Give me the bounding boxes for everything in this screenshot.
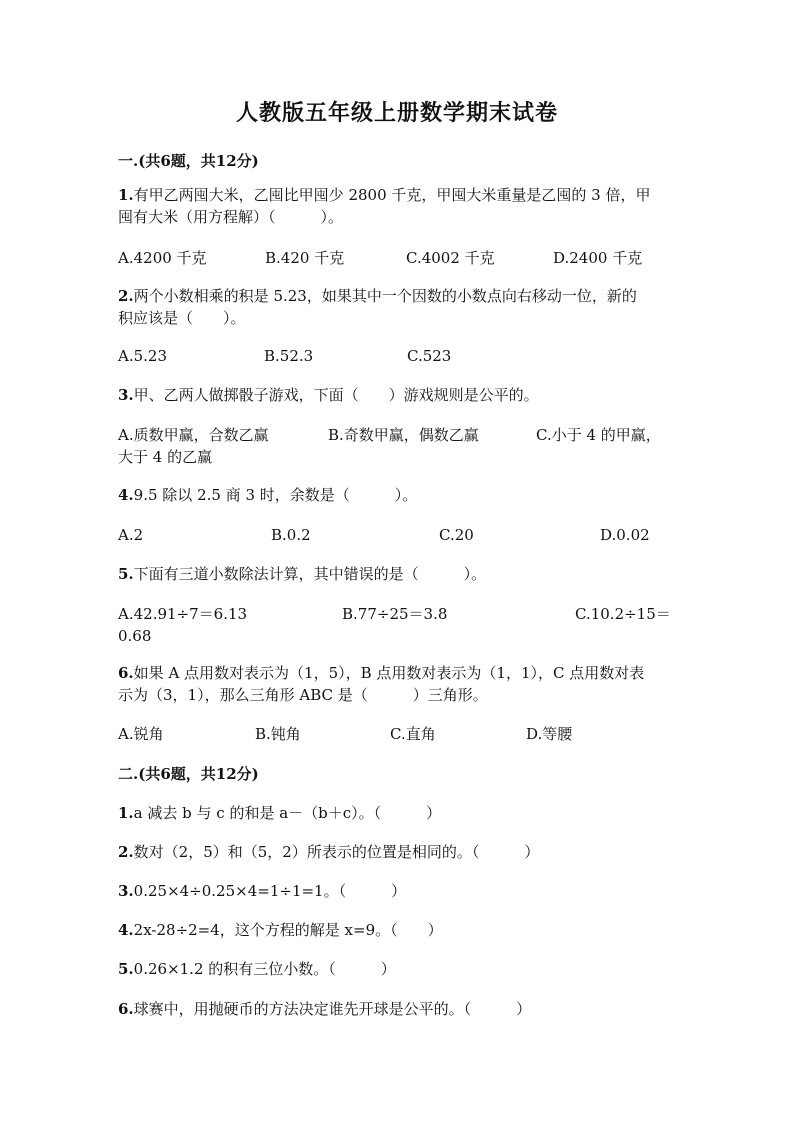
option-c: C.20	[439, 526, 474, 544]
option-a: A.锐角	[118, 725, 164, 743]
option-c: C.4002 千克	[406, 249, 495, 267]
true-false-item	[118, 919, 678, 941]
question-text: 球赛中，用抛硬币的方法决定谁先开球是公平的。（ ）	[133, 1000, 532, 1018]
option-a: A.42.91÷7＝6.13	[118, 605, 248, 623]
option-a: A.4200 千克	[118, 249, 207, 267]
option-a: A.2	[118, 526, 144, 544]
question-4	[118, 484, 678, 506]
option-c: C.523	[407, 347, 452, 365]
question-text-line2: 积应该是（ ）。	[118, 309, 246, 327]
option-a: A.5.23	[118, 347, 167, 365]
question-text: 2x-28÷2=4，这个方程的解是 x=9。（ ）	[133, 921, 443, 939]
question-text: 0.25×4÷0.25×4=1÷1=1。（ ）	[133, 882, 407, 900]
option-a: A.质数甲赢，合数乙赢	[118, 426, 269, 444]
section-2-heading: 二.(共6题，共12分)	[118, 765, 259, 783]
question-2	[118, 285, 678, 329]
question-number: 1.	[118, 186, 134, 204]
question-text-line1: 9.5 除以 2.5 商 3 时，余数是（ ）。	[133, 486, 418, 504]
question-number: 3.	[118, 882, 134, 900]
true-false-item	[118, 841, 678, 863]
option-d: D.0.02	[600, 526, 650, 544]
true-false-item	[118, 998, 678, 1020]
question-text-line2: 示为（3，1），那么三角形 ABC 是（ ）三角形。	[118, 686, 488, 704]
option-b: B.52.3	[264, 347, 314, 365]
question-text-line2: 囤有大米（用方程解）（ ）。	[118, 208, 344, 226]
question-text-line1: 如果 A 点用数对表示为（1，5），B 点用数对表示为（1，1），C 点用数对表	[133, 664, 645, 682]
option-b: B.77÷25＝3.8	[342, 605, 448, 623]
question-number: 5.	[118, 565, 134, 583]
question-5	[118, 563, 678, 585]
question-number: 5.	[118, 960, 134, 978]
question-text-line1: 两个小数相乘的积是 5.23，如果其中一个因数的小数点向右移动一位，新的	[133, 287, 637, 305]
option-d: D.2400 千克	[553, 249, 643, 267]
option-b: B.奇数甲赢，偶数乙赢	[328, 426, 479, 444]
question-number: 4.	[118, 921, 134, 939]
question-6	[118, 662, 678, 706]
option-b: B.钝角	[255, 725, 301, 743]
page-title: 人教版五年级上册数学期末试卷	[235, 100, 558, 126]
question-number: 4.	[118, 486, 134, 504]
question-text: a 减去 b 与 c 的和是 a－（b＋c）。（ ）	[133, 804, 442, 822]
question-number: 2.	[118, 843, 134, 861]
option-c: C.10.2÷15＝	[575, 605, 671, 623]
question-text-line1: 甲、乙两人做掷骰子游戏，下面（ ）游戏规则是公平的。	[133, 386, 539, 404]
section-1-heading: 一.(共6题，共12分)	[118, 152, 259, 170]
option-b: B.420 千克	[265, 249, 345, 267]
question-number: 1.	[118, 804, 134, 822]
question-number: 2.	[118, 287, 134, 305]
question-text: 0.26×1.2 的积有三位小数。（ ）	[133, 960, 396, 978]
true-false-item	[118, 958, 678, 980]
question-text-line1: 有甲乙两囤大米，乙囤比甲囤少 2800 千克，甲囤大米重量是乙囤的 3 倍，甲	[133, 186, 651, 204]
option-c: C.小于 4 的甲赢，	[536, 426, 661, 444]
option-d: D.等腰	[526, 725, 573, 743]
question-1	[118, 184, 678, 228]
question-number: 6.	[118, 664, 134, 682]
question-3	[118, 384, 678, 406]
option-c-continued: 0.68	[118, 627, 152, 645]
question-number: 3.	[118, 386, 134, 404]
true-false-item	[118, 880, 678, 902]
true-false-item	[118, 802, 678, 824]
question-text: 数对（2，5）和（5，2）所表示的位置是相同的。（ ）	[133, 843, 540, 861]
question-text-line1: 下面有三道小数除法计算，其中错误的是（ ）。	[133, 565, 487, 583]
question-number: 6.	[118, 1000, 134, 1018]
option-c: C.直角	[390, 725, 436, 743]
option-b: B.0.2	[271, 526, 311, 544]
option-c-continued: 大于 4 的乙赢	[118, 448, 213, 466]
